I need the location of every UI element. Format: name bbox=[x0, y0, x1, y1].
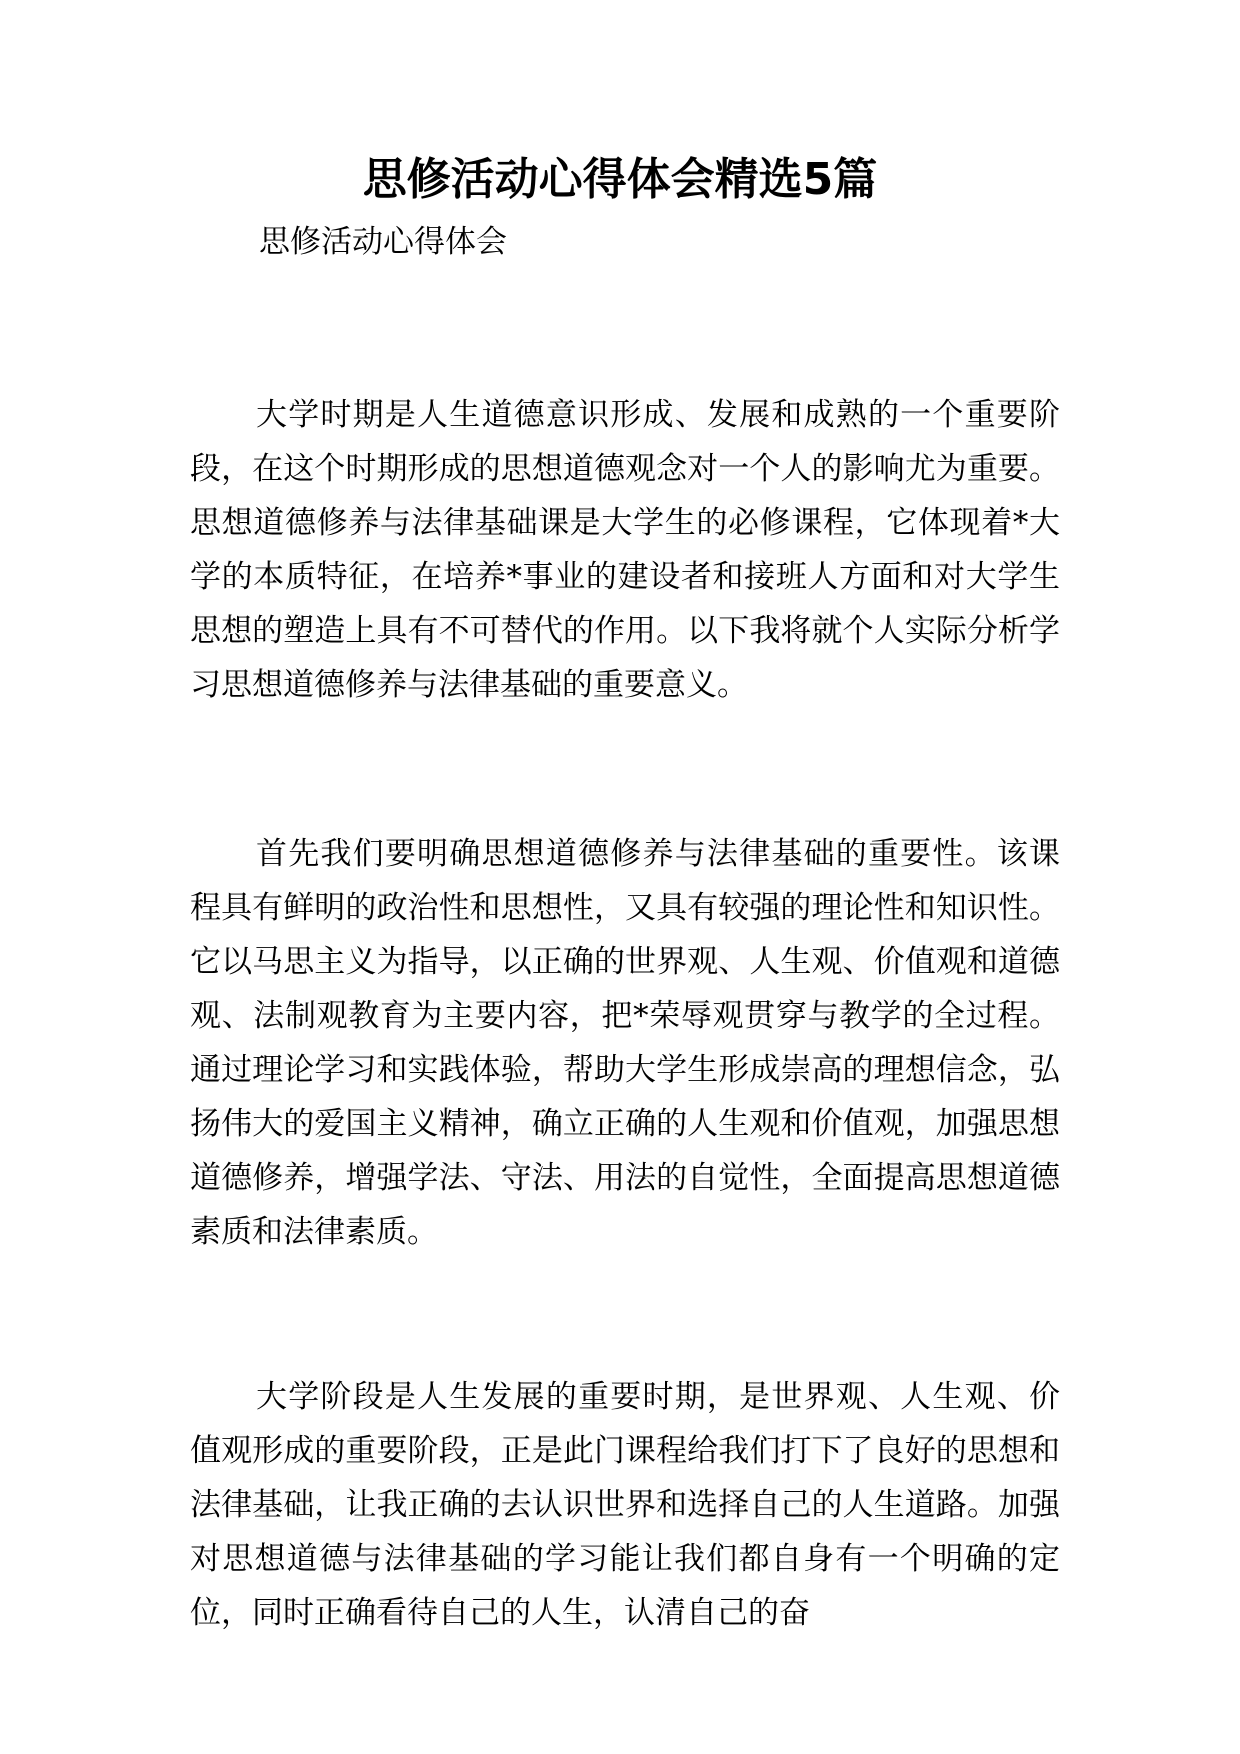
document-subtitle: 思修活动心得体会 bbox=[259, 224, 507, 260]
paragraph: 大学阶段是人生发展的重要时期，是世界观、人生观、价值观形成的重要阶段，正是此门课程给我们打下了良好的思想和法律基础，让我正确的去认识世界和选择自己的人生道路。加强对思想道德与法律基础的学习能让我们都自身有一个明确的定位，同时正确看待自己的人生，认清自己的奋 bbox=[190, 1379, 1060, 1631]
document-title: 思修活动心得体会精选5篇 bbox=[362, 154, 878, 205]
paragraph: 大学时期是人生道德意识形成、发展和成熟的一个重要阶段，在这个时期形成的思想道德观念对一个人的影响尤为重要。思想道德修养与法律基础课是大学生的必修课程，它体现着*大学的本质特征，在培养*事业的建设者和接班人方面和对大学生思想的塑造上具有不可替代的作用。以下我将就个人实际分析学习思想道德修养与法律基础的重要意义。 bbox=[190, 397, 1060, 703]
paragraph: 首先我们要明确思想道德修养与法律基础的重要性。该课程具有鲜明的政治性和思想性，又具有较强的理论性和知识性。它以马思主义为指导，以正确的世界观、人生观、价值观和道德观、法制观教育为主要内容，把*荣辱观贯穿与教学的全过程。通过理论学习和实践体验，帮助大学生形成崇高的理想信念，弘扬伟大的爱国主义精神，确立正确的人生观和价值观，加强思想道德修养，增强学法、守法、用法的自觉性，全面提高思想道德素质和法律素质。 bbox=[190, 836, 1060, 1250]
